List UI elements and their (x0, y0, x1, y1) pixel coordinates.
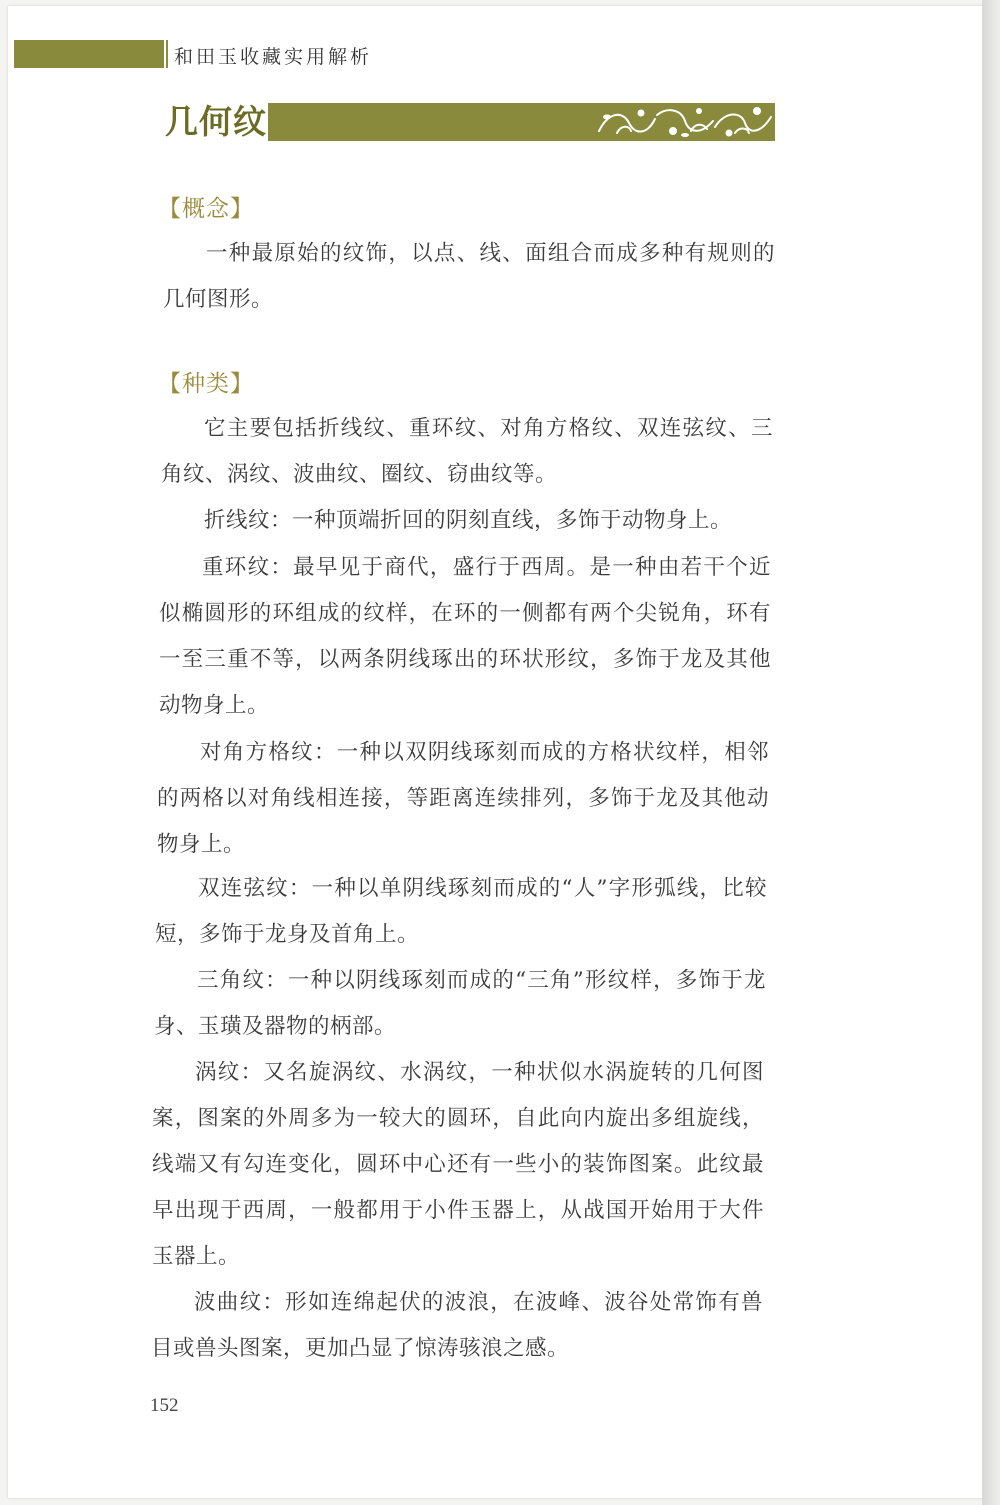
running-head-divider (166, 40, 168, 68)
types-heading: 【种类】 (158, 371, 254, 397)
diagonal-grid-pattern-paragraph: 对角方格纹：一种以双阴线琢刻而成的方格状纹样，相邻的两格以对角线相连接，等距离连续排列，多饰于龙及其他动物身上。 (157, 740, 769, 857)
wave-pattern-paragraph: 波曲纹：形如连绵起伏的波浪，在波峰、波谷处常饰有兽目或兽头图案，更加凸显了惊涛骇浪之感。 (151, 1290, 763, 1361)
double-ring-pattern-paragraph: 重环纹：最早见于商代，盛行于西周。是一种由若干个近似椭圆形的环组成的纹样，在环的一侧都有两个尖锐角，环有一至三重不等，以两条阴线琢出的环状形纹，多饰于龙及其他动物身上。 (159, 555, 771, 718)
section-title: 几何纹 (165, 102, 267, 141)
concept-heading: 【概念】 (158, 196, 254, 222)
zigzag-pattern-paragraph: 折线纹：一种顶端折回的阴刻直线，多饰于动物身上。 (204, 508, 733, 533)
concept-paragraph: 一种最原始的纹饰，以点、线、面组合而成多种有规则的几何图形。 (163, 241, 775, 312)
running-head-text: 和田玉收藏实用解析 (174, 46, 373, 68)
running-head (14, 38, 404, 70)
page-number: 152 (150, 1395, 179, 1416)
floral-scroll-icon (595, 103, 775, 141)
running-head-bar (14, 40, 164, 68)
double-arc-pattern-paragraph: 双连弦纹：一种以单阴线琢刻而成的“人”字形弧线，比较短，多饰于龙身及首角上。 (155, 876, 767, 947)
types-intro-paragraph: 它主要包括折线纹、重环纹、对角方格纹、双连弦纹、三角纹、涡纹、波曲纹、圈纹、窃曲纹等。 (161, 416, 773, 487)
triangle-pattern-paragraph: 三角纹：一种以阴线琢刻而成的“三角”形纹样，多饰于龙身、玉璜及器物的柄部。 (154, 968, 766, 1039)
page-edge-shadow (982, 0, 1000, 1505)
whorl-pattern-paragraph: 涡纹：又名旋涡纹、水涡纹，一种状似水涡旋转的几何图案，图案的外周多为一较大的圆环，自此向内旋出多组旋线，线端又有勾连变化，圆环中心还有一些小的装饰图案。此纹最早出现于西周，一般都用于小件玉器上，从战国开始用于大件玉器上。 (152, 1060, 764, 1269)
